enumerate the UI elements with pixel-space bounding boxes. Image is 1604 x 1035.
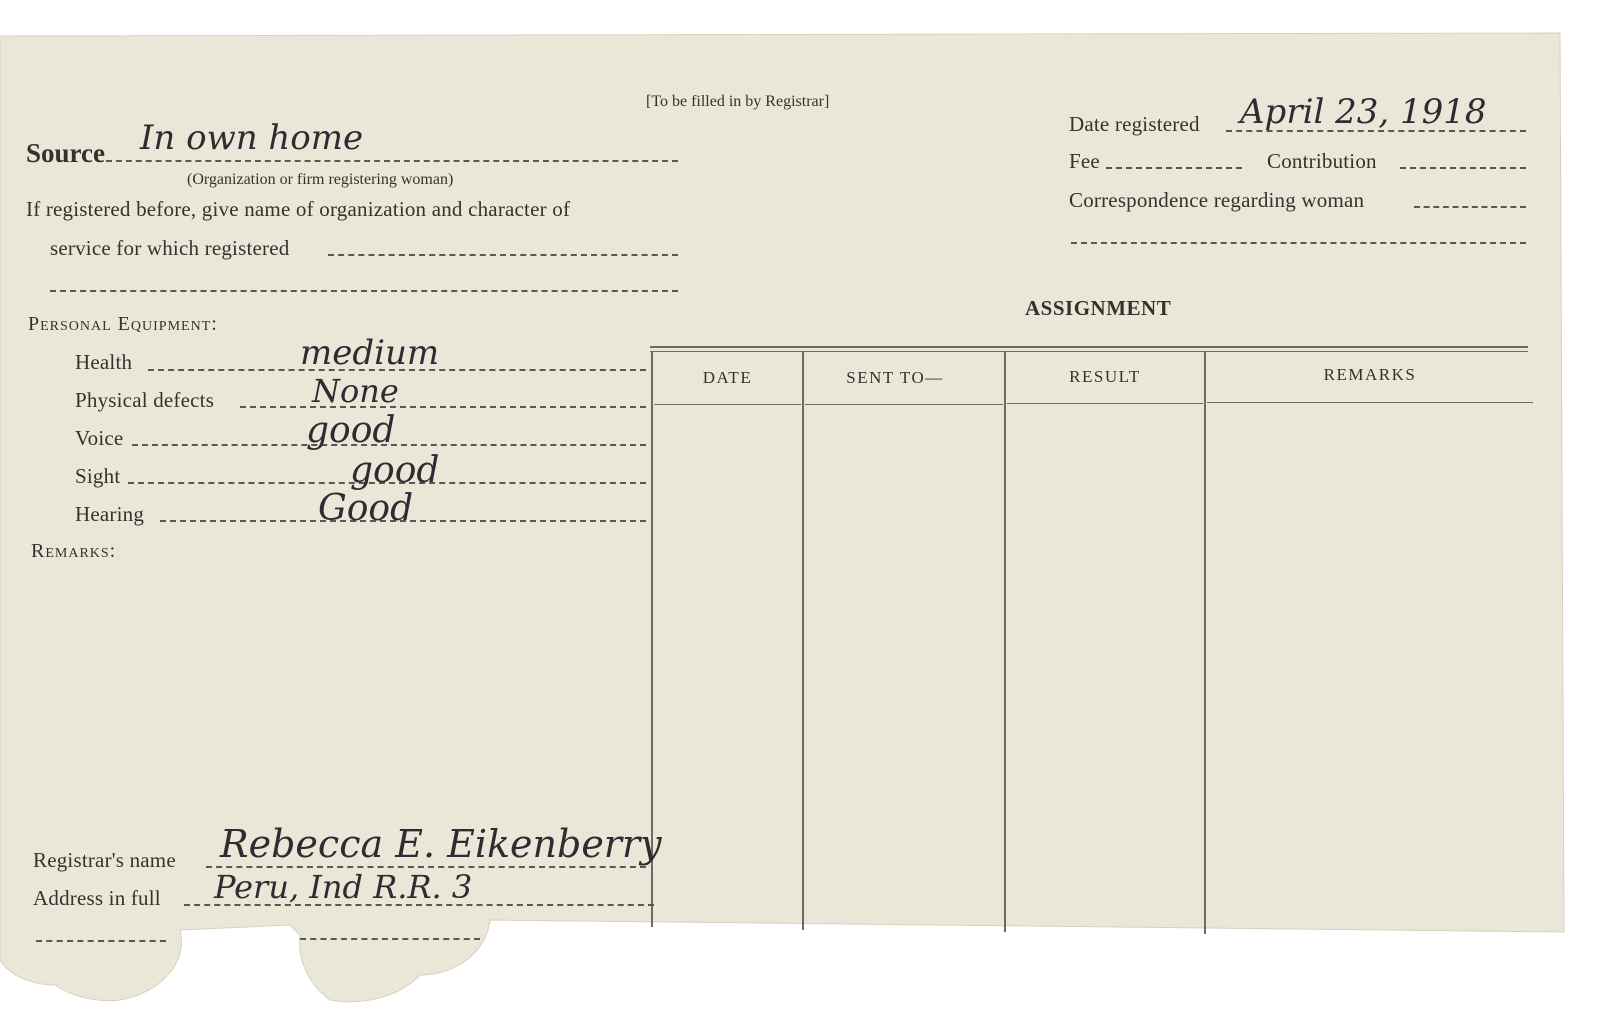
- registrar-name-label: Registrar's name: [33, 848, 176, 872]
- correspondence-line: [1414, 206, 1526, 208]
- source-caption: (Organization or firm registering woman): [187, 171, 454, 188]
- hearing-value: Good: [318, 488, 414, 529]
- sent-to-col-underline: [805, 404, 1003, 405]
- registered-before-line: [328, 254, 678, 256]
- health-value: medium: [300, 333, 440, 373]
- registrar-header: [To be filled in by Registrar]: [646, 93, 830, 110]
- assignment-top-rule: [650, 346, 1528, 348]
- address-line-extra-right: [300, 938, 480, 940]
- assignment-col-divider-2: [802, 352, 804, 930]
- registered-before-line1: If registered before, give name of organization and character of: [26, 197, 571, 221]
- date-registered-label: Date registered: [1069, 112, 1200, 136]
- physical-defects-label: Physical defects: [75, 388, 215, 412]
- sight-label: Sight: [75, 464, 121, 488]
- assignment-col-divider-3: [1004, 352, 1006, 932]
- assignment-top-rule-inner: [650, 351, 1528, 352]
- physical-defects-line: [240, 406, 646, 408]
- remarks-col-underline: [1207, 402, 1533, 403]
- personal-equipment-heading: Personal Equipment:: [28, 313, 218, 335]
- fee-line: [1106, 167, 1242, 169]
- source-value: In own home: [140, 118, 364, 158]
- correspondence-line-extra: [1071, 242, 1526, 244]
- registered-before-line2: service for which registered: [50, 236, 290, 260]
- assignment-title: ASSIGNMENT: [1025, 296, 1172, 320]
- correspondence-label: Correspondence regarding woman: [1069, 188, 1365, 212]
- registered-before-line-extra: [50, 290, 678, 292]
- physical-defects-value: None: [312, 372, 399, 410]
- fee-label: Fee: [1069, 149, 1100, 173]
- voice-label: Voice: [75, 426, 124, 450]
- sight-value: good: [350, 450, 440, 491]
- address-value: Peru, Ind R.R. 3: [214, 868, 473, 906]
- hearing-label: Hearing: [75, 502, 145, 526]
- result-col-underline: [1007, 403, 1203, 404]
- address-line-extra-left: [36, 940, 166, 942]
- contribution-label: Contribution: [1267, 149, 1377, 173]
- voice-value: good: [306, 410, 396, 451]
- assignment-col-divider-4: [1204, 352, 1206, 934]
- col-header-sent-to: SENT TO—: [846, 368, 944, 387]
- col-header-remarks: REMARKS: [1323, 365, 1417, 384]
- health-label: Health: [75, 350, 133, 374]
- source-label: Source: [26, 138, 105, 168]
- date-col-underline: [654, 404, 801, 405]
- source-line: [106, 160, 678, 162]
- date-registered-value: April 23, 1918: [1240, 92, 1487, 132]
- registrar-name-value: Rebecca E. Eikenberry: [220, 822, 662, 866]
- remarks-label: Remarks:: [31, 540, 117, 562]
- contribution-line: [1400, 167, 1526, 169]
- col-header-result: RESULT: [1069, 367, 1141, 386]
- address-label: Address in full: [33, 886, 161, 910]
- col-header-date: DATE: [702, 368, 753, 387]
